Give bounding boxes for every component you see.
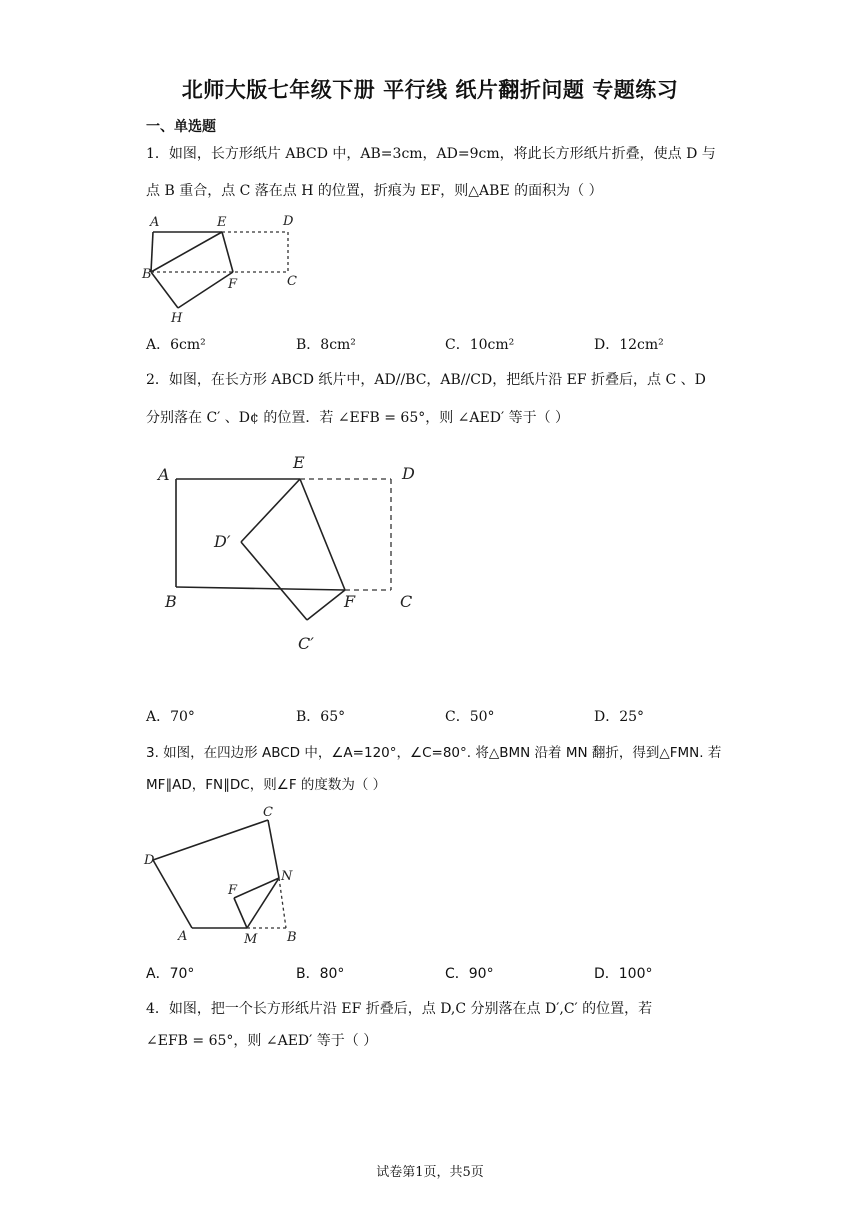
section-heading: 一、单选题 [146, 119, 216, 135]
q3-label-D: D [144, 853, 155, 868]
q3-stem-line1: 3. 如图，在四边形 ABCD 中，∠A=120°，∠C=80°. 将△BMN 沿着 MN 翻折，得到△FMN. 若 [146, 745, 722, 761]
q3-option-c: C．90° [445, 966, 494, 982]
q1-figure [140, 210, 305, 325]
q3-option-d: D．100° [594, 966, 653, 982]
q1-label-D: D [283, 214, 294, 229]
q1-label-C: C [287, 274, 297, 289]
q1-stem-line2: 点 B 重合，点 C 落在点 H 的位置，折痕为 EF，则△ABE 的面积为（ ） [146, 183, 603, 199]
q1-label-A: A [150, 215, 160, 230]
q2-label-E: E [293, 453, 305, 472]
page-title: 北师大版七年级下册 平行线 纸片翻折问题 专题练习 [181, 78, 679, 102]
q2-stem-line1: 2．如图，在长方形 ABCD 纸片中，AD//BC，AB//CD，把纸片沿 EF 折叠后，点 C 、D [146, 372, 706, 388]
q2-label-A: A [158, 465, 170, 484]
q4-stem-line1: 4．如图，把一个长方形纸片沿 EF 折叠后，点 D,C 分别落在点 D′,C′ 的位置，若 [146, 1001, 653, 1017]
page-footer: 试卷第1页，共5页 [376, 1165, 484, 1180]
q3-option-a: A．70° [146, 966, 195, 982]
q1-option-d: D．12cm² [594, 337, 664, 353]
q1-label-E: E [217, 215, 227, 230]
q3-option-b: B．80° [296, 966, 345, 982]
q2-option-d: D．25° [594, 709, 645, 725]
q2-stem-line2: 分别落在 C′ 、D¢ 的位置．若 ∠EFB = 65°，则 ∠AED′ 等于（ ） [146, 410, 570, 426]
q3-label-F: F [228, 883, 238, 898]
q3-label-N: N [281, 869, 293, 884]
q3-label-C: C [263, 805, 273, 820]
q2-label-Cprime: C′ [298, 634, 314, 653]
q4-stem-line2: ∠EFB = 65°，则 ∠AED′ 等于（ ） [146, 1033, 378, 1049]
q1-label-F: F [228, 277, 238, 292]
q2-figure [150, 450, 425, 655]
q3-figure [140, 800, 310, 950]
q3-label-B: B [287, 930, 297, 945]
q1-label-H: H [171, 311, 183, 325]
q3-label-A: A [178, 929, 188, 944]
q1-stem-line1: 1．如图，长方形纸片 ABCD 中，AB=3cm，AD=9cm，将此长方形纸片折叠，使点 D 与 [146, 146, 716, 162]
q1-option-b: B．8cm² [296, 337, 356, 353]
q2-label-F: F [344, 592, 356, 611]
q1-option-a: A．6cm² [146, 337, 206, 353]
q3-label-M: M [244, 932, 258, 947]
q1-label-B: B [142, 267, 152, 282]
q2-option-a: A．70° [146, 709, 195, 725]
q2-label-Dprime: D′ [214, 532, 231, 551]
q2-label-B: B [165, 592, 177, 611]
q2-option-b: B．65° [296, 709, 346, 725]
q1-option-c: C．10cm² [445, 337, 515, 353]
q2-label-D: D [402, 464, 415, 483]
q2-option-c: C．50° [445, 709, 495, 725]
q2-label-C: C [400, 592, 413, 611]
q3-stem-line2: MF∥AD，FN∥DC，则∠F 的度数为（ ） [146, 777, 387, 793]
